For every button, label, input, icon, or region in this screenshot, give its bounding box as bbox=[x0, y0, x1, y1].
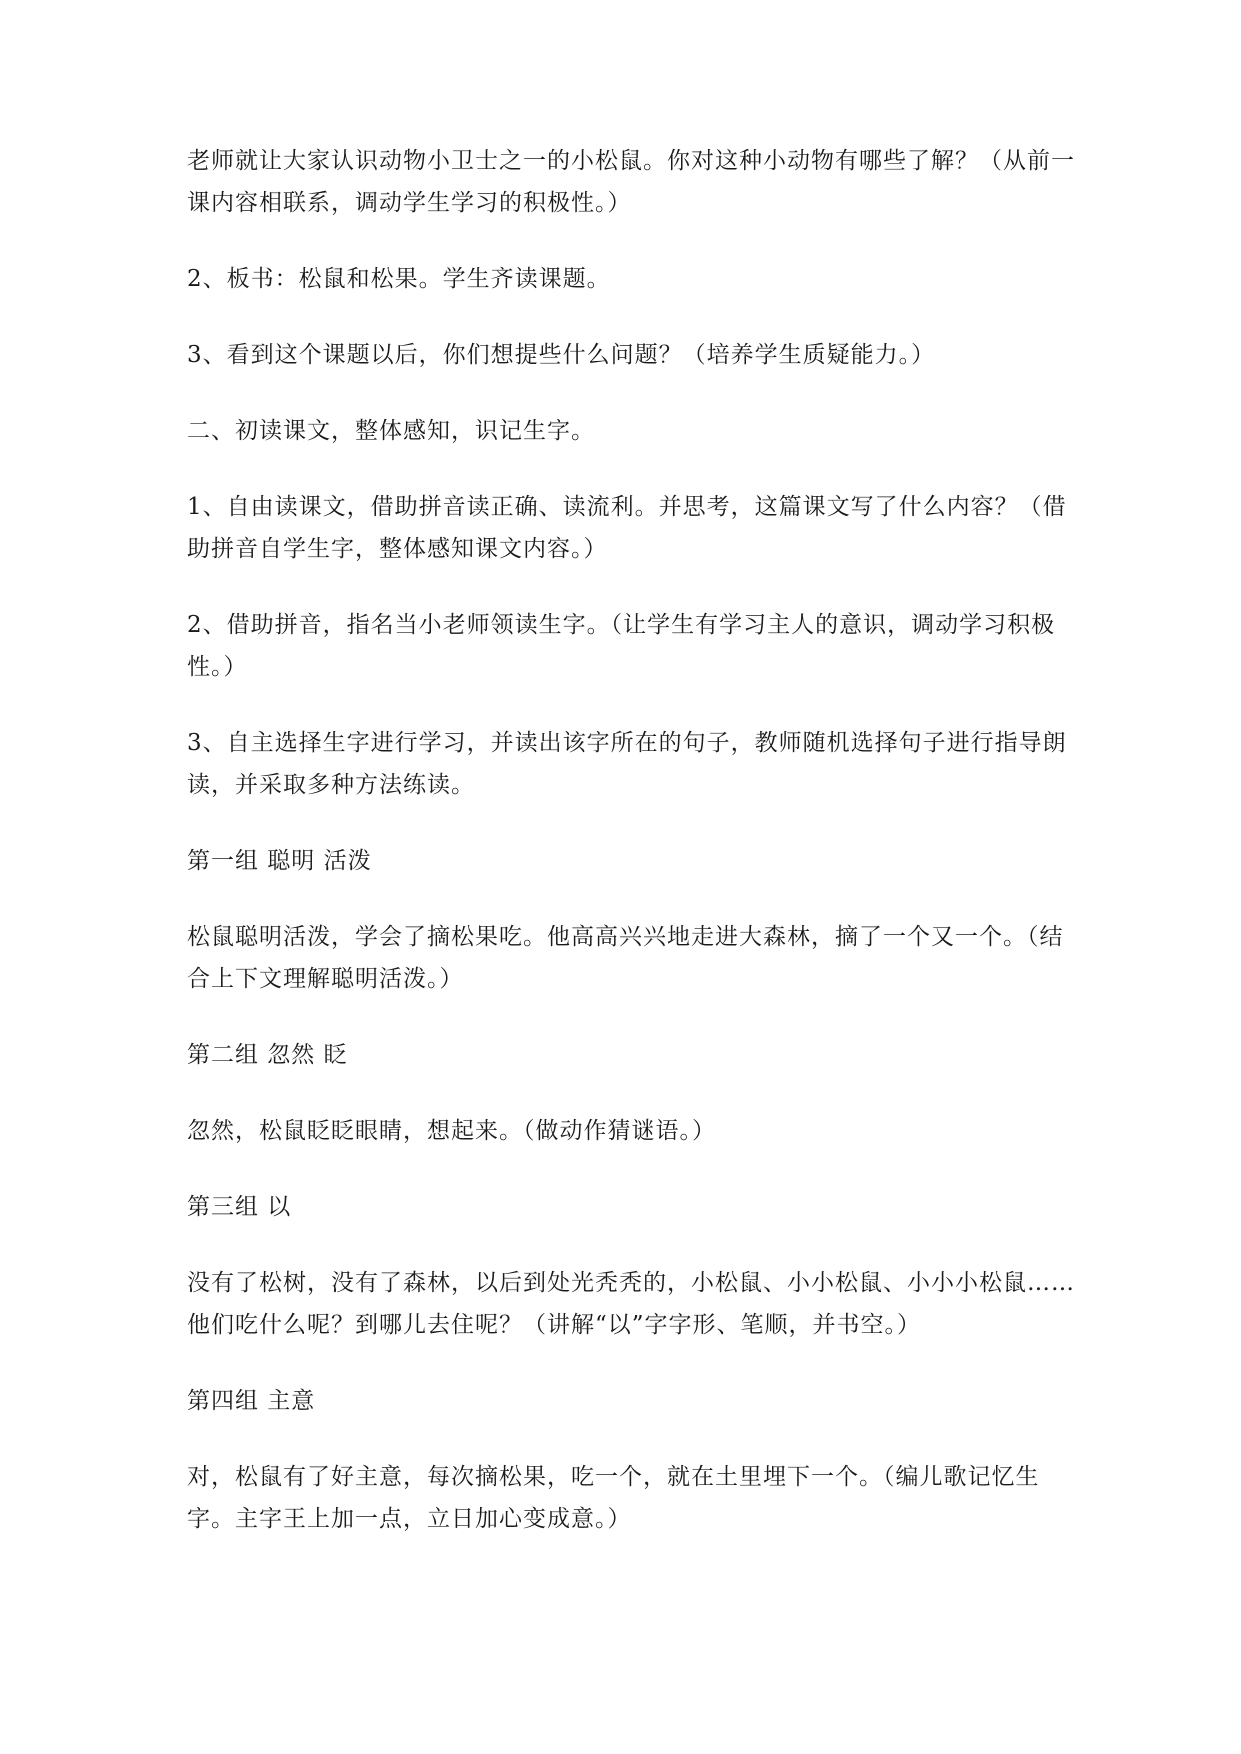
group-heading: 第二组 忽然 眨 bbox=[187, 1042, 348, 1068]
paragraph: 2、借助拼音，指名当小老师领读生字。（让学生有学习主人的意识，调动学习积极性。） bbox=[187, 612, 1056, 680]
paragraph: 没有了松树，没有了森林，以后到处光秃秃的，小松鼠、小小松鼠、小小小松鼠……他们吃什么呢？到哪儿去住呢？（讲解“以”字字形、笔顺，并书空。） bbox=[187, 1270, 1075, 1338]
document-body bbox=[187, 140, 1087, 1574]
paragraph: 松鼠聪明活泼，学会了摘松果吃。他高高兴兴地走进大森林，摘了一个又一个。（结合上下文理解聪明活泼。） bbox=[187, 924, 1064, 992]
paragraph: 3、自主选择生字进行学习，并读出该字所在的句子，教师随机选择句子进行指导朗读，并采取多种方法练读。 bbox=[187, 730, 1067, 798]
section-heading: 二、初读课文，整体感知，识记生字。 bbox=[187, 418, 595, 444]
paragraph: 忽然，松鼠眨眨眼睛，想起来。（做动作猜谜语。） bbox=[187, 1118, 716, 1144]
paragraph: 2、板书：松鼠和松果。学生齐读课题。 bbox=[187, 266, 611, 292]
group-heading: 第一组 聪明 活泼 bbox=[187, 848, 372, 874]
group-heading: 第三组 以 bbox=[187, 1194, 292, 1220]
paragraph: 对，松鼠有了好主意，每次摘松果，吃一个，就在土里埋下一个。（编儿歌记忆生字。主字王上加一点，立日加心变成意。） bbox=[187, 1464, 1040, 1532]
paragraph: 1、自由读课文，借助拼音读正确、读流利。并思考，这篇课文写了什么内容？（借助拼音自学生字，整体感知课文内容。） bbox=[187, 494, 1067, 562]
paragraph: 3、看到这个课题以后，你们想提些什么问题？（培养学生质疑能力。） bbox=[187, 342, 936, 368]
paragraph: 老师就让大家认识动物小卫士之一的小松鼠。你对这种小动物有哪些了解？（从前一课内容相联系，调动学生学习的积极性。） bbox=[187, 148, 1075, 216]
group-heading: 第四组 主意 bbox=[187, 1388, 316, 1414]
